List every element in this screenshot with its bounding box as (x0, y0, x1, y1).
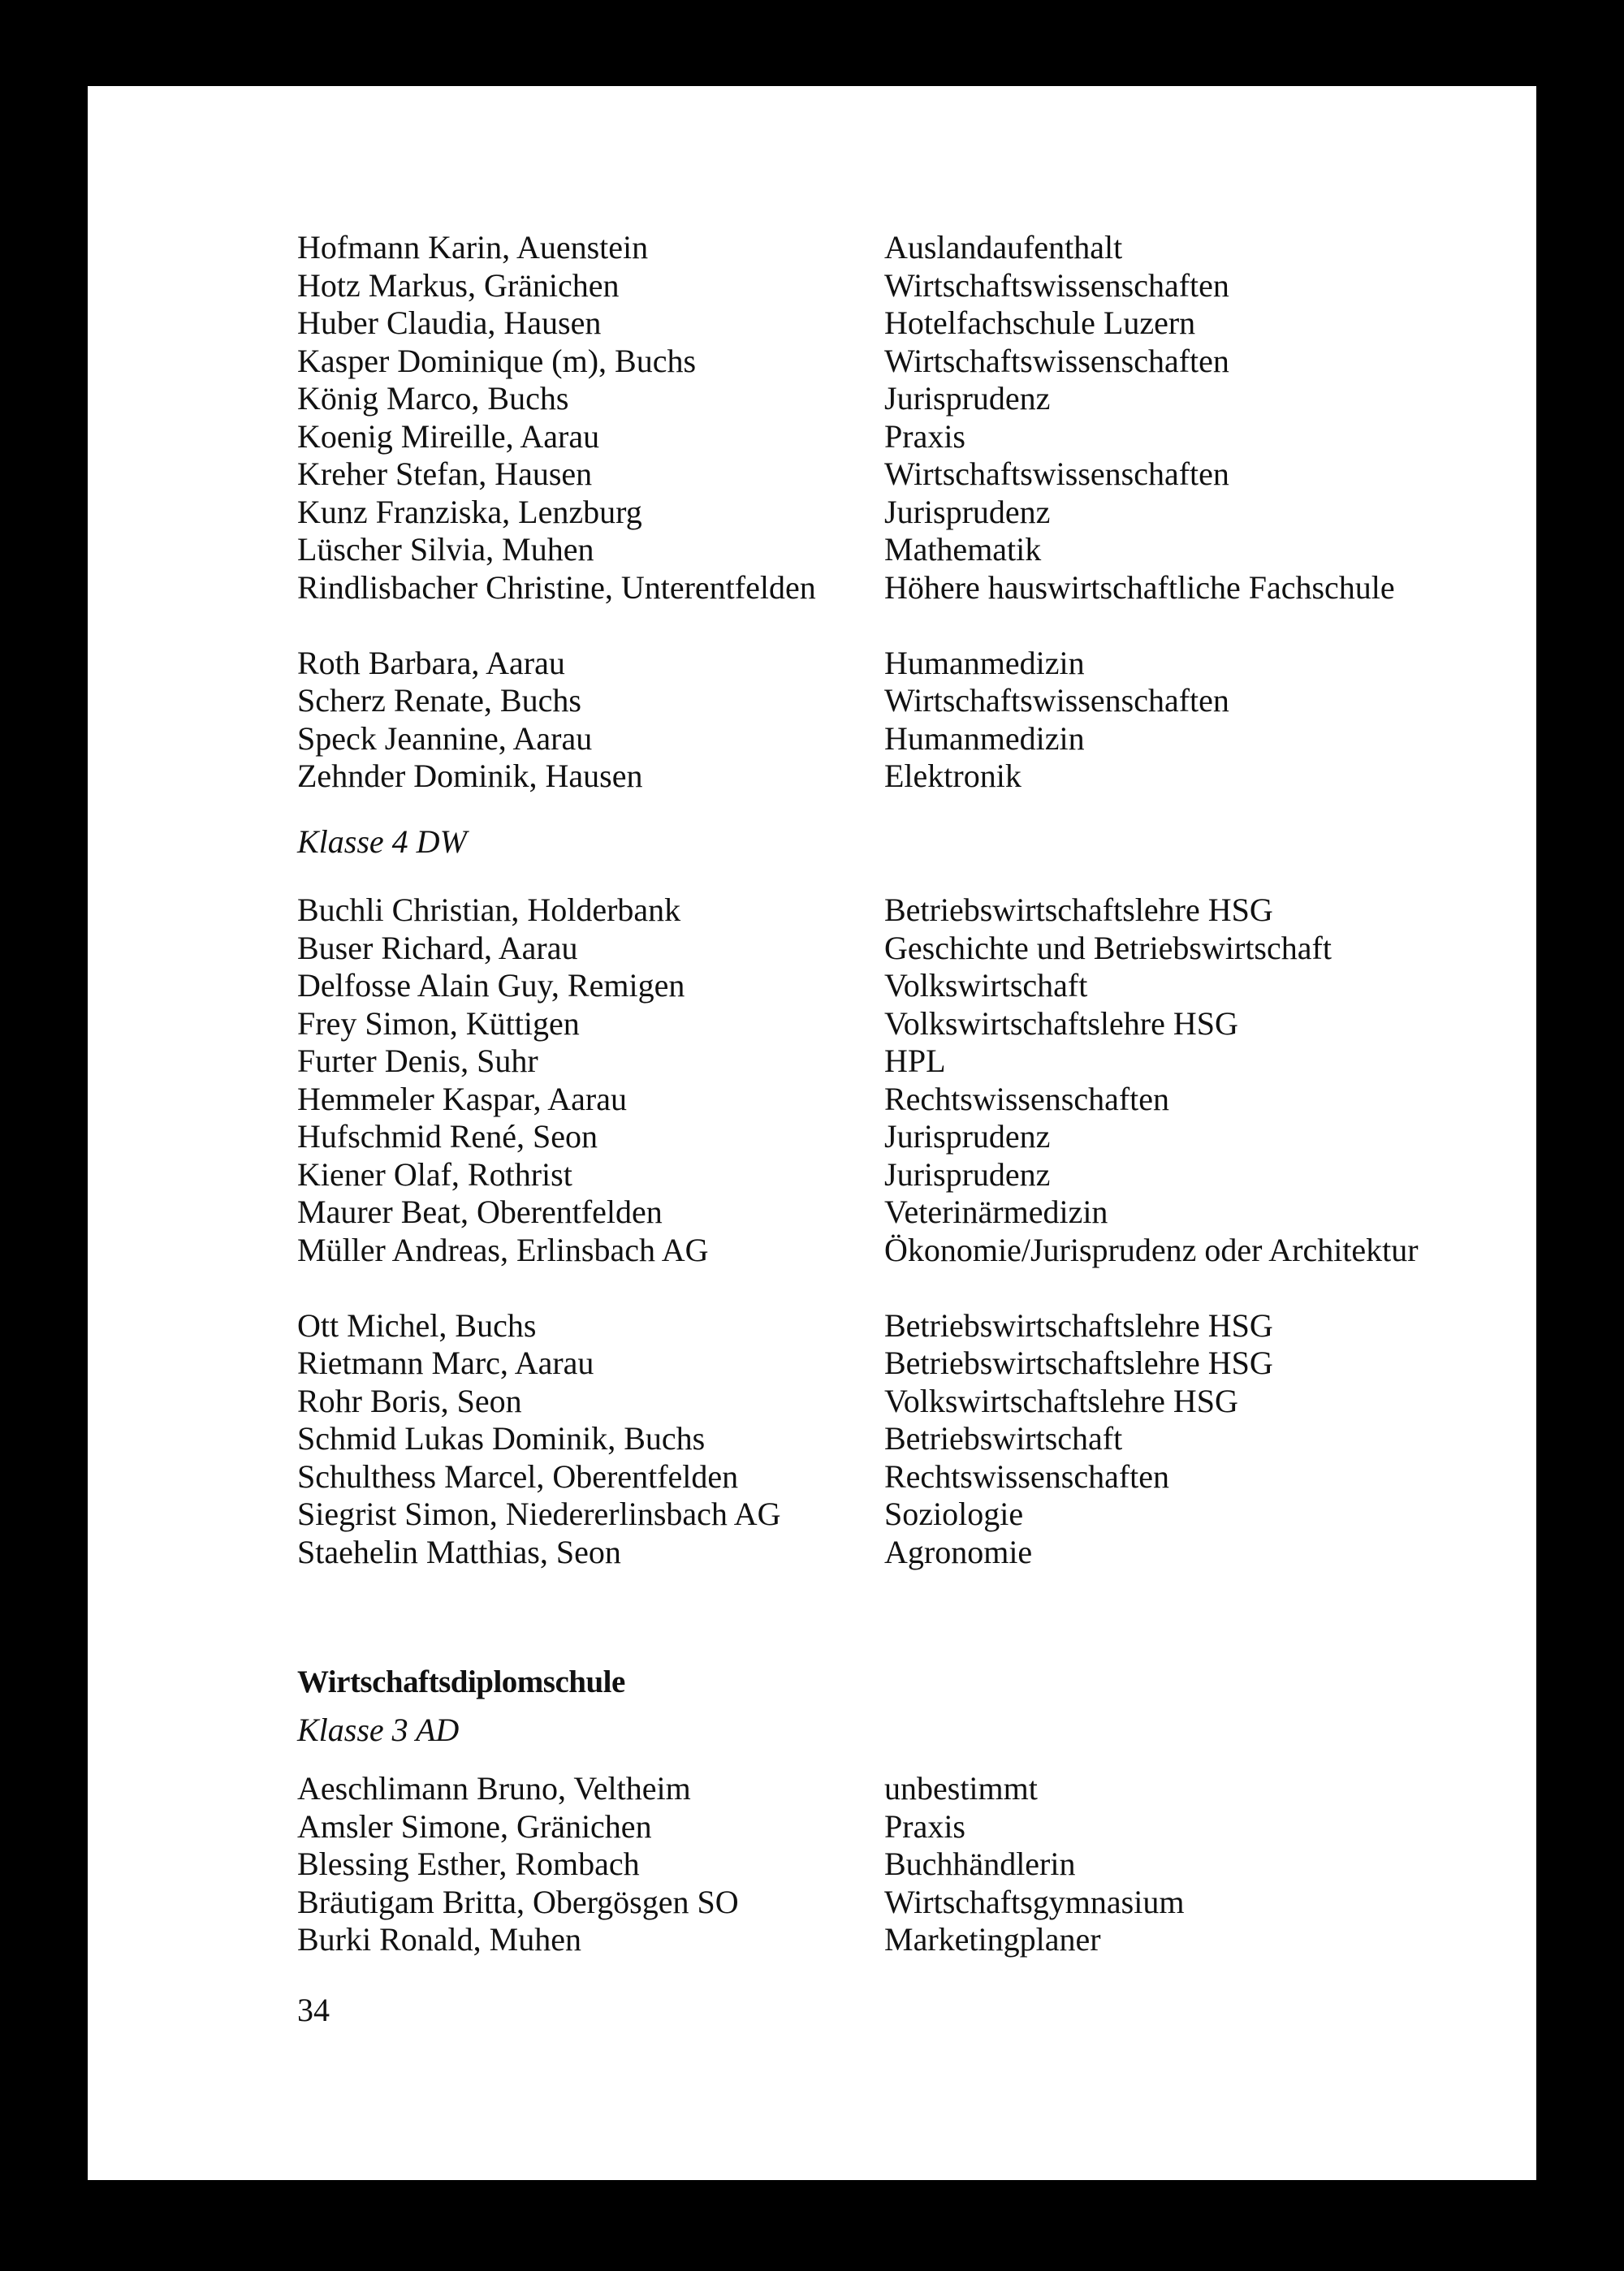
student-name: Rietmann Marc, Aarau (297, 1345, 594, 1381)
student-name: Kunz Franziska, Lenzburg (297, 493, 642, 530)
student-name: Burki Ronald, Muhen (297, 1921, 581, 1958)
list-item (297, 720, 1515, 758)
document-page (88, 86, 1536, 2180)
list-item (297, 1420, 1515, 1458)
list-item (297, 1458, 1515, 1496)
section-heading: Wirtschaftsdiplomschule (297, 1664, 625, 1699)
student-study: Betriebswirtschaft (884, 1420, 1123, 1457)
list-item (297, 1156, 1515, 1194)
student-study: Wirtschaftswissenschaften (884, 455, 1229, 492)
student-study: Volkswirtschaftslehre HSG (884, 1004, 1238, 1042)
student-study: Jurisprudenz (884, 1155, 1051, 1193)
list-item (297, 1232, 1515, 1307)
student-name: Ott Michel, Buchs (297, 1306, 537, 1344)
student-study: Auslandaufenthalt (884, 229, 1123, 266)
student-name: Roth Barbara, Aarau (297, 644, 565, 681)
list-item (297, 1534, 1515, 1572)
student-name: Schmid Lukas Dominik, Buchs (297, 1420, 706, 1457)
student-study: Jurisprudenz (884, 1118, 1051, 1155)
student-study: Agronomie (884, 1533, 1033, 1570)
student-name: König Marco, Buchs (297, 380, 569, 417)
student-study: Wirtschaftswissenschaften (884, 342, 1229, 379)
student-name: Rohr Boris, Seon (297, 1382, 522, 1419)
student-study: Betriebswirtschaftslehre HSG (884, 892, 1273, 928)
student-name: Delfosse Alain Guy, Remigen (297, 967, 685, 1004)
student-study: Wirtschaftsgymnasium (884, 1883, 1185, 1920)
student-name: Hotz Markus, Gränichen (297, 266, 620, 304)
student-study: Elektronik (884, 758, 1021, 794)
student-study: Humanmedizin (884, 644, 1085, 681)
student-study: Betriebswirtschaftslehre HSG (884, 1306, 1273, 1344)
student-name: Lüscher Silvia, Muhen (297, 531, 594, 568)
student-name: Hofmann Karin, Auenstein (297, 229, 649, 266)
student-study: Wirtschaftswissenschaften (884, 266, 1229, 304)
student-name: Huber Claudia, Hausen (297, 304, 602, 341)
student-study: Praxis (884, 1807, 965, 1845)
student-name: Buchli Christian, Holderbank (297, 892, 681, 928)
student-study: Jurisprudenz (884, 380, 1051, 417)
student-name: Blessing Esther, Rombach (297, 1846, 640, 1882)
page-number: 34 (297, 1991, 330, 2028)
student-study: Hotelfachschule Luzern (884, 304, 1196, 341)
student-name: Schulthess Marcel, Oberentfelden (297, 1457, 739, 1495)
student-study: Veterinärmedizin (884, 1194, 1108, 1230)
list-item (297, 930, 1515, 968)
student-name: Hufschmid René, Seon (297, 1118, 598, 1155)
page-content (297, 229, 1515, 2029)
student-name: Buser Richard, Aarau (297, 929, 578, 966)
student-study: Wirtschaftswissenschaften (884, 682, 1229, 719)
list-item (297, 967, 1515, 1005)
list-item (297, 1081, 1515, 1119)
student-name: Zehnder Dominik, Hausen (297, 758, 643, 794)
student-name: Rindlisbacher Christine, Unterentfelden (297, 568, 816, 606)
list-item (297, 1921, 1515, 1959)
list-item (297, 569, 1515, 645)
student-study: Ökonomie/Jurisprudenz oder Architektur (884, 1231, 1419, 1268)
class-heading-3ad: Klasse 3 AD (297, 1711, 460, 1748)
student-name: Aeschlimann Bruno, Veltheim (297, 1770, 691, 1807)
list-item (297, 531, 1515, 569)
student-study: Geschichte und Betriebswirtschaft (884, 929, 1332, 966)
list-item (297, 229, 1515, 267)
student-study: Betriebswirtschaftslehre HSG (884, 1345, 1273, 1381)
student-study: Praxis (884, 417, 965, 455)
student-study: unbestimmt (884, 1770, 1038, 1807)
student-list-block2 (297, 892, 1515, 1571)
list-item (297, 1307, 1515, 1345)
list-item (297, 1043, 1515, 1081)
list-item (297, 645, 1515, 683)
list-item (297, 304, 1515, 343)
student-name: Furter Denis, Suhr (297, 1043, 538, 1079)
student-name: Kiener Olaf, Rothrist (297, 1155, 572, 1193)
student-study: Höhere hauswirtschaftliche Fachschule (884, 568, 1395, 606)
list-item (297, 1345, 1515, 1383)
list-item (297, 682, 1515, 720)
student-study: Humanmedizin (884, 719, 1085, 757)
student-name: Maurer Beat, Oberentfelden (297, 1194, 663, 1230)
student-study: Volkswirtschaft (884, 967, 1088, 1004)
student-name: Scherz Renate, Buchs (297, 682, 581, 719)
list-item (297, 418, 1515, 456)
student-study: Mathematik (884, 531, 1042, 568)
student-name: Kreher Stefan, Hausen (297, 455, 593, 492)
student-name: Bräutigam Britta, Obergösgen SO (297, 1883, 739, 1920)
student-name: Frey Simon, Küttigen (297, 1004, 580, 1042)
list-item (297, 1383, 1515, 1421)
list-item (297, 455, 1515, 494)
list-item (297, 1884, 1515, 1922)
student-name: Kasper Dominique (m), Buchs (297, 342, 697, 379)
student-study: Marketingplaner (884, 1921, 1101, 1958)
list-item (297, 1194, 1515, 1232)
student-name: Koenig Mireille, Aarau (297, 417, 600, 455)
list-item (297, 494, 1515, 532)
list-item (297, 1118, 1515, 1156)
student-study: Jurisprudenz (884, 493, 1051, 530)
class-heading-4dw: Klasse 4 DW (297, 822, 467, 860)
student-name: Müller Andreas, Erlinsbach AG (297, 1231, 709, 1268)
student-list-block1 (297, 229, 1515, 796)
list-item (297, 1005, 1515, 1043)
student-name: Siegrist Simon, Niedererlinsbach AG (297, 1496, 781, 1532)
list-item (297, 1808, 1515, 1846)
student-study: Soziologie (884, 1496, 1024, 1532)
student-name: Speck Jeannine, Aarau (297, 719, 593, 757)
student-study: Buchhändlerin (884, 1846, 1076, 1882)
list-item (297, 1770, 1515, 1808)
student-study: HPL (884, 1043, 946, 1079)
list-item (297, 758, 1515, 796)
student-name: Hemmeler Kaspar, Aarau (297, 1080, 627, 1117)
student-name: Amsler Simone, Gränichen (297, 1807, 652, 1845)
list-item (297, 380, 1515, 418)
list-item (297, 1846, 1515, 1884)
student-name: Staehelin Matthias, Seon (297, 1533, 621, 1570)
student-study: Rechtswissenschaften (884, 1457, 1170, 1495)
list-item (297, 267, 1515, 305)
list-item (297, 343, 1515, 381)
student-study: Volkswirtschaftslehre HSG (884, 1382, 1238, 1419)
list-item (297, 1496, 1515, 1534)
student-list-block3 (297, 1770, 1515, 1959)
list-item (297, 892, 1515, 930)
student-study: Rechtswissenschaften (884, 1080, 1170, 1117)
